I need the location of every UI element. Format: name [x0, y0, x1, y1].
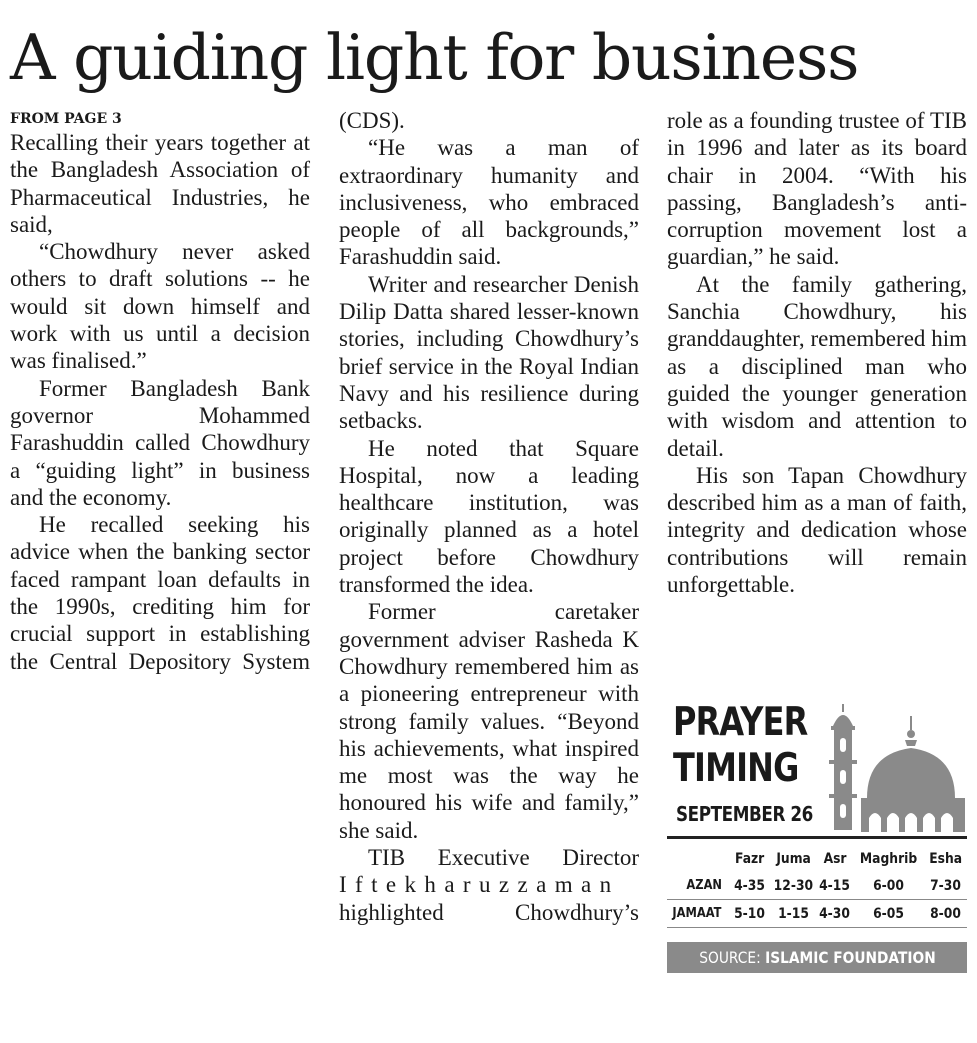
paragraph: His son Tapan Chowdhury described him as a man of faith, integrity and dedication whose contributions will remain unforgettable. [667, 462, 967, 598]
divider [667, 836, 967, 839]
time-cell: 4-35 [729, 872, 770, 900]
continued-from-label: FROM PAGE 3 [10, 111, 122, 127]
row-label-jamaat: JAMAAT [667, 900, 729, 928]
paragraph-text: TIB Executive Director [368, 845, 639, 871]
source-bar [667, 942, 967, 973]
column-header-fazr: Fazr [734, 851, 765, 867]
column-header-juma: Juma [775, 851, 811, 867]
headline: A guiding light for business [10, 21, 859, 94]
article-column-2 [339, 107, 639, 926]
prayer-date: SEPTEMBER 26 [676, 802, 813, 826]
source-organization: ISLAMIC FOUNDATION [764, 948, 936, 967]
time-cell: 7-30 [924, 872, 967, 900]
table-corner [667, 846, 729, 872]
time-cell: 12-30 [770, 872, 816, 900]
paragraph [339, 844, 639, 926]
time-cell: 4-15 [816, 872, 853, 900]
time-cell: 1-15 [770, 900, 816, 928]
paragraph: Former Bangladesh Bank governor Mohammed Farashuddin called Chowdhury a “guiding light” in business and the economy. [10, 375, 310, 510]
column-header-maghrib: Maghrib [859, 851, 918, 867]
time-cell: 8-00 [924, 900, 967, 928]
paragraph: He recalled seeking his advice when the banking sector faced rampant loan defaults in the 1990s, crediting him for crucial support in establishing the Central Depository System [10, 512, 310, 674]
paragraph: “He was a man of extraordinary humanity and inclusiveness, who embraced people of all backgrounds,” Farashuddin said. [339, 135, 639, 270]
column-header-asr: Asr [823, 851, 847, 867]
source-label: SOURCE: [698, 948, 761, 967]
time-cell: 5-10 [729, 900, 770, 928]
table-row [667, 872, 967, 900]
paragraph: Recalling their years together at the Bangladesh Association of Pharmaceutical Industries, he said, [10, 130, 310, 237]
paragraph: He noted that Square Hospital, now a leading healthcare institution, was originally planned as a hotel project before Chowdhury transformed the idea. [339, 435, 639, 598]
paragraph: “Chowdhury never asked others to draft solutions -- he would sit down himself and work with us until a decision was finalised.” [10, 239, 310, 374]
paragraph: (CDS). [339, 108, 405, 133]
time-cell: 6-05 [853, 900, 923, 928]
paragraph: Former caretaker government adviser Rasheda K Chowdhury remembered him as a pioneering entrepreneur with strong family values. “Beyond his achievements, what inspired me most was the way he honoured his wife and family,” she said. [339, 599, 639, 843]
person-name: Iftekharuzzaman [339, 872, 620, 898]
row-label-azan: AZAN [667, 872, 729, 900]
paragraph: At the family gathering, Sanchia Chowdhury, his granddaughter, remembered him as a disciplined man who guided the younger generation with wisdom and attention to detail. [667, 271, 967, 461]
table-header-row [667, 846, 967, 872]
prayer-title-line2: TIMING [673, 746, 799, 791]
prayer-timing-box [667, 698, 967, 973]
paragraph: Writer and researcher Denish Dilip Datta shared lesser-known stories, including Chowdhury’s brief service in the Royal Indian Navy and his resilience during setbacks. [339, 271, 639, 434]
article-column-1 [10, 129, 310, 675]
paragraph: role as a founding trustee of TIB in 1996 and later as its board chair in 2004. “With his passing, Bangladesh’s anti-corruption movement lost a guardian,” he said. [667, 108, 967, 270]
paragraph-text: highlighted Chowdhury’s [339, 899, 639, 925]
table-row [667, 900, 967, 928]
time-cell: 6-00 [853, 872, 923, 900]
prayer-title-line1: PRAYER [673, 700, 808, 745]
column-header-esha: Esha [928, 851, 962, 867]
time-cell: 4-30 [816, 900, 853, 928]
article-column-3 [667, 107, 967, 598]
prayer-title [673, 700, 807, 792]
mosque-icon [825, 698, 967, 836]
prayer-times-table [667, 846, 967, 928]
